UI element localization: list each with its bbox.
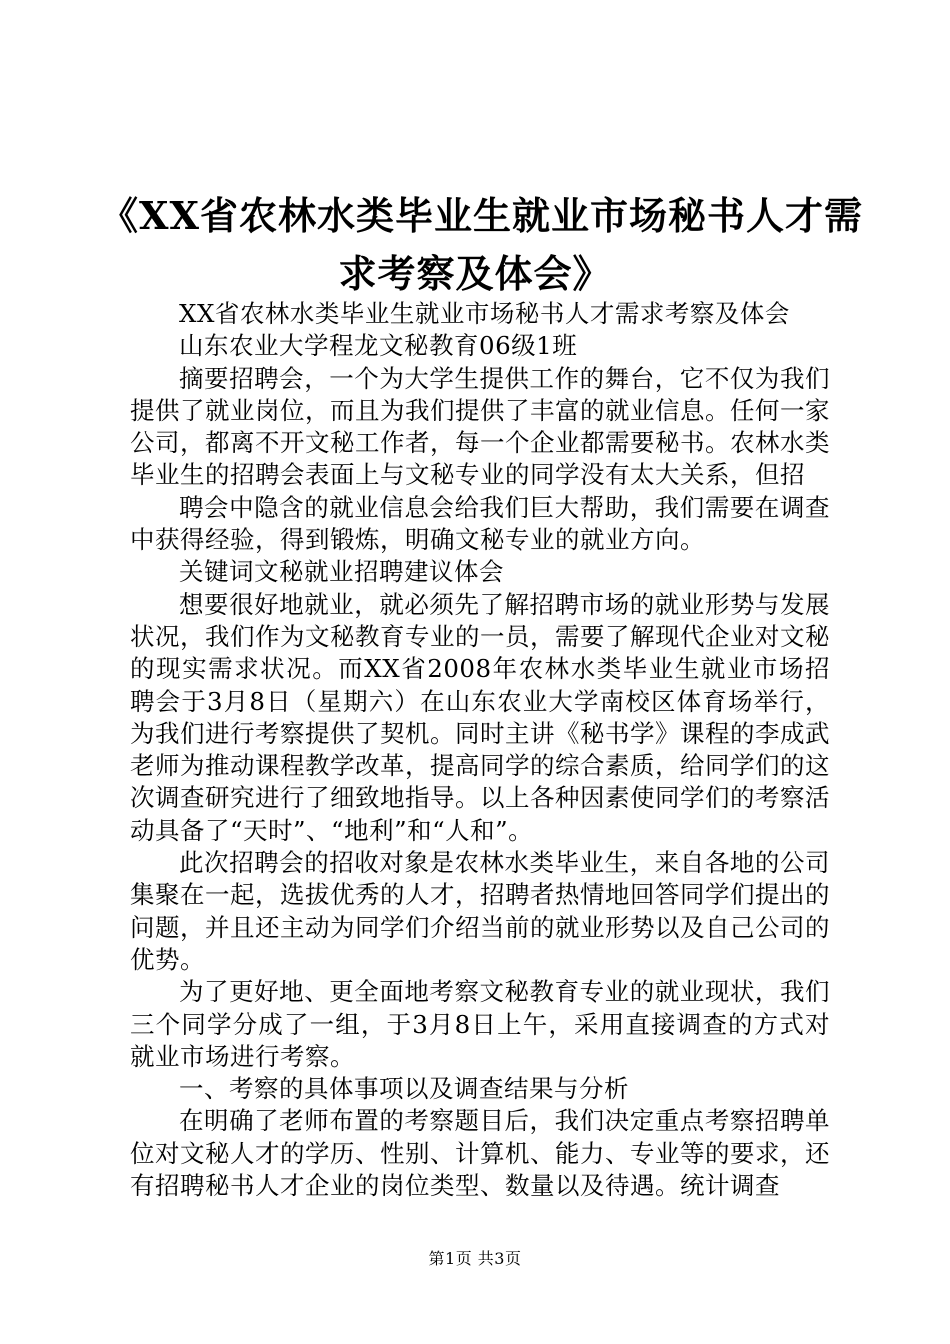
abstract-continued-paragraph: 聘会中隐含的就业信息会给我们巨大帮助，我们需要在调查中获得经验，得到锻炼，明确文秘专业的就业方向。 bbox=[130, 492, 830, 555]
body-paragraph: 在明确了老师布置的考察题目后，我们决定重点考察招聘单位对文秘人才的学历、性别、计算机、能力、专业等的要求，还有招聘秘书人才企业的岗位类型、数量以及待遇。统计调查 bbox=[130, 1106, 830, 1201]
abstract-paragraph: 摘要招聘会，一个为大学生提供工作的舞台，它不仅为我们提供了就业岗位，而且为我们提供了丰富的就业信息。任何一家公司，都离不开文秘工作者，每一个企业都需要秘书。农林水类毕业生的招聘会表面上与文秘专业的同学没有太大关系，但招 bbox=[130, 363, 830, 490]
body-paragraph: 此次招聘会的招收对象是农林水类毕业生，来自各地的公司集聚在一起，选拔优秀的人才，招聘者热情地回答同学们提出的问题，并且还主动为同学们介绍当前的就业形势以及自己公司的优势。 bbox=[130, 848, 830, 974]
author-line: 山东农业大学程龙文秘教育06级1班 bbox=[179, 331, 578, 361]
document-title-line-2: 求考察及体会》 bbox=[338, 251, 612, 296]
page-number-footer: 第1页 共3页 bbox=[428, 1249, 522, 1268]
subtitle-paragraph: XX省农林水类毕业生就业市场秘书人才需求考察及体会 bbox=[179, 299, 790, 328]
body-paragraph: 为了更好地、更全面地考察文秘教育专业的就业现状，我们三个同学分成了一组，于3月8日上午，采用直接调查的方式对就业市场进行考察。 bbox=[130, 977, 830, 1071]
document-title-line-1: 《XX省农林水类毕业生就业市场秘书人才需 bbox=[100, 193, 863, 238]
body-paragraph: 想要很好地就业，就必须先了解招聘市场的就业形势与发展状况，我们作为文秘教育专业的一员，需要了解现代企业对文秘的现实需求状况。而XX省2008年农林水类毕业生就业市场招聘会于3月8日（星期六）在山东农业大学南校区体育场举行，为我们进行考察提供了契机。同时主讲《秘书学》课程的李成武老师为推动课程教学改革，提高同学的综合素质，给同学们的这次调查研究进行了细致地指导。以上各种因素使同学们的考察活动具备了“天时”、“地利”和“人和”。 bbox=[130, 589, 830, 845]
keywords-line: 关键词文秘就业招聘建议体会 bbox=[179, 557, 504, 587]
document-body bbox=[130, 298, 830, 1202]
section-heading: 一、考察的具体事项以及调查结果与分析 bbox=[179, 1074, 629, 1104]
